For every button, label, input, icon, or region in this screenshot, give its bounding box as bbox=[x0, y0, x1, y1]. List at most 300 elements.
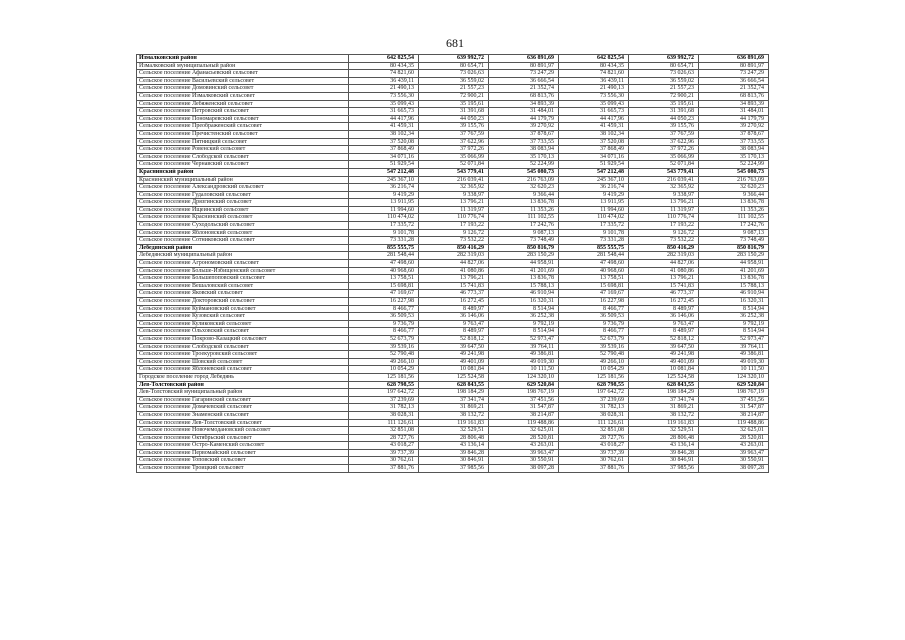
value-cell: 198 184,29 bbox=[629, 389, 699, 397]
value-cell: 41 459,31 bbox=[349, 123, 419, 131]
table-row bbox=[137, 465, 769, 473]
table-row bbox=[137, 214, 769, 222]
value-cell: 39 539,16 bbox=[559, 343, 629, 351]
value-cell: 38 132,72 bbox=[419, 411, 489, 419]
table-row bbox=[137, 77, 769, 85]
table-row bbox=[137, 434, 769, 442]
value-cell: 31 665,73 bbox=[349, 108, 419, 116]
value-cell: 30 762,61 bbox=[349, 457, 419, 465]
value-cell: 49 401,09 bbox=[419, 358, 489, 366]
value-cell: 28 727,76 bbox=[349, 434, 419, 442]
value-cell: 32 529,51 bbox=[629, 427, 699, 435]
value-cell: 37 985,56 bbox=[419, 465, 489, 473]
value-cell: 8 466,77 bbox=[559, 305, 629, 313]
table-row bbox=[137, 100, 769, 108]
row-name-cell: Сельское поселение Краснинский сельсовет bbox=[137, 214, 349, 222]
value-cell: 32 625,01 bbox=[699, 427, 769, 435]
row-name-cell: Сельское поселение Яблоневский сельсовет bbox=[137, 366, 349, 374]
row-name-cell: Сельское поселение Преображенский сельсовет bbox=[137, 123, 349, 131]
value-cell: 119 161,83 bbox=[419, 419, 489, 427]
value-cell: 197 642,72 bbox=[349, 389, 419, 397]
value-cell: 49 019,30 bbox=[699, 358, 769, 366]
value-cell: 10 081,84 bbox=[629, 366, 699, 374]
value-cell: 43 018,27 bbox=[559, 442, 629, 450]
value-cell: 44 958,91 bbox=[699, 260, 769, 268]
table-row bbox=[137, 108, 769, 116]
value-cell: 636 891,69 bbox=[489, 55, 559, 63]
value-cell: 9 419,29 bbox=[559, 191, 629, 199]
value-cell: 628 843,55 bbox=[419, 381, 489, 389]
value-cell: 43 263,01 bbox=[489, 442, 559, 450]
table-row bbox=[137, 229, 769, 237]
row-name-cell: Сельское поселение Яблоновский сельсовет bbox=[137, 229, 349, 237]
row-name-cell: Сельское поселение Пятницкий сельсовет bbox=[137, 138, 349, 146]
row-name-cell: Сельское поселение Куймановский сельсовет bbox=[137, 305, 349, 313]
table-row bbox=[137, 222, 769, 230]
table-row bbox=[137, 343, 769, 351]
value-cell: 74 821,60 bbox=[559, 70, 629, 78]
value-cell: 9 736,79 bbox=[349, 320, 419, 328]
value-cell: 37 341,74 bbox=[629, 396, 699, 404]
value-cell: 49 401,09 bbox=[629, 358, 699, 366]
value-cell: 32 365,92 bbox=[629, 184, 699, 192]
value-cell: 11 353,26 bbox=[699, 206, 769, 214]
value-cell: 39 155,76 bbox=[629, 123, 699, 131]
value-cell: 36 559,02 bbox=[629, 77, 699, 85]
value-cell: 21 490,13 bbox=[559, 85, 629, 93]
row-name-cell: Сельское поселение Троекуровский сельсовет bbox=[137, 351, 349, 359]
value-cell: 35 099,43 bbox=[559, 100, 629, 108]
table-row bbox=[137, 298, 769, 306]
row-name-cell: Сельское поселение Вешаловский сельсовет bbox=[137, 282, 349, 290]
value-cell: 37 520,08 bbox=[349, 138, 419, 146]
row-name-cell: Сельское поселение Остро-Каменский сельсовет bbox=[137, 442, 349, 450]
value-cell: 46 773,37 bbox=[629, 290, 699, 298]
value-cell: 37 881,76 bbox=[559, 465, 629, 473]
value-cell: 31 391,68 bbox=[629, 108, 699, 116]
value-cell: 21 490,13 bbox=[349, 85, 419, 93]
table-row bbox=[137, 191, 769, 199]
row-name-cell: Сельское поселение Лебяженский сельсовет bbox=[137, 100, 349, 108]
row-name-cell: Сельское поселение Ровенский сельсовет bbox=[137, 146, 349, 154]
value-cell: 545 080,73 bbox=[699, 168, 769, 176]
value-cell: 34 071,16 bbox=[349, 153, 419, 161]
value-cell: 11 353,26 bbox=[489, 206, 559, 214]
value-cell: 9 792,19 bbox=[489, 320, 559, 328]
value-cell: 52 818,12 bbox=[419, 335, 489, 343]
value-cell: 49 019,30 bbox=[489, 358, 559, 366]
value-cell: 37 868,49 bbox=[559, 146, 629, 154]
value-cell: 31 484,01 bbox=[489, 108, 559, 116]
value-cell: 13 796,21 bbox=[419, 275, 489, 283]
value-cell: 37 451,56 bbox=[699, 396, 769, 404]
value-cell: 8 466,77 bbox=[559, 328, 629, 336]
value-cell: 124 320,10 bbox=[699, 373, 769, 381]
value-cell: 8 514,94 bbox=[489, 328, 559, 336]
value-cell: 35 170,13 bbox=[489, 153, 559, 161]
value-cell: 41 080,86 bbox=[629, 267, 699, 275]
value-cell: 16 272,45 bbox=[629, 298, 699, 306]
value-cell: 35 195,61 bbox=[419, 100, 489, 108]
row-name-cell: Сельское поселение Яковский сельсовет bbox=[137, 290, 349, 298]
value-cell: 36 559,02 bbox=[419, 77, 489, 85]
row-name-cell: Сельское поселение Чернавский сельсовет bbox=[137, 161, 349, 169]
value-cell: 36 252,38 bbox=[489, 313, 559, 321]
value-cell: 38 083,94 bbox=[699, 146, 769, 154]
value-cell: 44 179,79 bbox=[489, 115, 559, 123]
table-row bbox=[137, 123, 769, 131]
value-cell: 13 911,95 bbox=[559, 199, 629, 207]
value-cell: 8 489,97 bbox=[629, 328, 699, 336]
value-cell: 32 620,23 bbox=[699, 184, 769, 192]
value-cell: 9 126,72 bbox=[629, 229, 699, 237]
row-name-cell: Сельское поселение Гагаринский сельсовет bbox=[137, 396, 349, 404]
value-cell: 39 737,39 bbox=[559, 449, 629, 457]
district-total-row bbox=[137, 244, 769, 252]
table-row bbox=[137, 366, 769, 374]
table-row bbox=[137, 70, 769, 78]
row-name-cell: Сельское поселение Куликовский сельсовет bbox=[137, 320, 349, 328]
value-cell: 37 622,96 bbox=[419, 138, 489, 146]
value-cell: 51 929,54 bbox=[559, 161, 629, 169]
value-cell: 74 821,60 bbox=[349, 70, 419, 78]
value-cell: 39 846,28 bbox=[419, 449, 489, 457]
value-cell: 39 737,39 bbox=[349, 449, 419, 457]
table-row bbox=[137, 260, 769, 268]
value-cell: 13 796,21 bbox=[419, 199, 489, 207]
value-cell: 31 391,68 bbox=[419, 108, 489, 116]
table-row bbox=[137, 267, 769, 275]
row-name-cell: Лебедянский муниципальный район bbox=[137, 252, 349, 260]
table-row bbox=[137, 328, 769, 336]
table-row bbox=[137, 275, 769, 283]
value-cell: 30 550,91 bbox=[489, 457, 559, 465]
value-cell: 17 242,76 bbox=[699, 222, 769, 230]
row-name-cell: Сельское поселение Александровский сельсовет bbox=[137, 184, 349, 192]
value-cell: 43 018,27 bbox=[349, 442, 419, 450]
value-cell: 68 813,76 bbox=[489, 92, 559, 100]
value-cell: 16 320,31 bbox=[699, 298, 769, 306]
table-body bbox=[137, 55, 769, 473]
value-cell: 850 416,29 bbox=[419, 244, 489, 252]
value-cell: 43 136,14 bbox=[629, 442, 699, 450]
value-cell: 125 181,56 bbox=[349, 373, 419, 381]
value-cell: 43 136,14 bbox=[419, 442, 489, 450]
value-cell: 37 878,67 bbox=[699, 130, 769, 138]
value-cell: 216 039,41 bbox=[419, 176, 489, 184]
value-cell: 543 779,41 bbox=[419, 168, 489, 176]
table-row bbox=[137, 351, 769, 359]
value-cell: 628 798,55 bbox=[349, 381, 419, 389]
page-number: 681 bbox=[446, 36, 464, 50]
value-cell: 36 439,11 bbox=[559, 77, 629, 85]
value-cell: 80 654,71 bbox=[419, 62, 489, 70]
value-cell: 198 767,19 bbox=[489, 389, 559, 397]
value-cell: 80 434,35 bbox=[559, 62, 629, 70]
value-cell: 8 489,97 bbox=[419, 328, 489, 336]
row-name-cell: Лев-Толстовский муниципальный район bbox=[137, 389, 349, 397]
value-cell: 37 868,49 bbox=[349, 146, 419, 154]
row-name-cell: Сельское поселение Домачевский сельсовет bbox=[137, 404, 349, 412]
row-name-cell: Сельское поселение Больше-Избищенский сельсовет bbox=[137, 267, 349, 275]
row-name-cell: Сельское поселение Большепоповский сельсовет bbox=[137, 275, 349, 283]
value-cell: 35 099,43 bbox=[349, 100, 419, 108]
value-cell: 15 788,13 bbox=[699, 282, 769, 290]
value-cell: 8 514,94 bbox=[489, 305, 559, 313]
row-name-cell: Сельское поселение Пономаревский сельсовет bbox=[137, 115, 349, 123]
value-cell: 15 698,81 bbox=[559, 282, 629, 290]
row-name-cell: Сельское поселение Кузовский сельсовет bbox=[137, 313, 349, 321]
value-cell: 283 150,29 bbox=[699, 252, 769, 260]
value-cell: 52 071,84 bbox=[419, 161, 489, 169]
value-cell: 73 748,49 bbox=[699, 237, 769, 245]
value-cell: 111 126,61 bbox=[349, 419, 419, 427]
value-cell: 52 673,79 bbox=[349, 335, 419, 343]
value-cell: 850 816,79 bbox=[699, 244, 769, 252]
value-cell: 31 665,73 bbox=[559, 108, 629, 116]
value-cell: 32 851,08 bbox=[349, 427, 419, 435]
value-cell: 43 263,01 bbox=[699, 442, 769, 450]
value-cell: 13 836,78 bbox=[489, 199, 559, 207]
value-cell: 47 169,67 bbox=[349, 290, 419, 298]
value-cell: 9 736,79 bbox=[559, 320, 629, 328]
table-row bbox=[137, 184, 769, 192]
value-cell: 32 365,92 bbox=[419, 184, 489, 192]
value-cell: 628 798,55 bbox=[559, 381, 629, 389]
value-cell: 9 763,47 bbox=[629, 320, 699, 328]
value-cell: 282 319,03 bbox=[629, 252, 699, 260]
value-cell: 52 224,99 bbox=[489, 161, 559, 169]
value-cell: 35 066,99 bbox=[419, 153, 489, 161]
value-cell: 636 891,69 bbox=[699, 55, 769, 63]
value-cell: 38 102,34 bbox=[349, 130, 419, 138]
value-cell: 17 335,72 bbox=[349, 222, 419, 230]
value-cell: 13 758,51 bbox=[559, 275, 629, 283]
row-name-cell: Сельское поселение Дрязгинский сельсовет bbox=[137, 199, 349, 207]
value-cell: 125 524,58 bbox=[419, 373, 489, 381]
value-cell: 49 241,98 bbox=[629, 351, 699, 359]
district-total-row bbox=[137, 168, 769, 176]
row-name-cell: Краснинский район bbox=[137, 168, 349, 176]
value-cell: 52 973,47 bbox=[699, 335, 769, 343]
value-cell: 49 386,81 bbox=[489, 351, 559, 359]
value-cell: 46 773,37 bbox=[419, 290, 489, 298]
value-cell: 15 788,13 bbox=[489, 282, 559, 290]
value-cell: 9 087,13 bbox=[489, 229, 559, 237]
value-cell: 119 488,86 bbox=[699, 419, 769, 427]
table-row bbox=[137, 138, 769, 146]
value-cell: 281 548,44 bbox=[559, 252, 629, 260]
row-name-cell: Сельское поселение Петровский сельсовет bbox=[137, 108, 349, 116]
value-cell: 9 101,78 bbox=[349, 229, 419, 237]
value-cell: 216 763,09 bbox=[489, 176, 559, 184]
value-cell: 39 647,50 bbox=[419, 343, 489, 351]
value-cell: 547 212,48 bbox=[349, 168, 419, 176]
value-cell: 11 994,60 bbox=[349, 206, 419, 214]
value-cell: 10 111,50 bbox=[489, 366, 559, 374]
row-name-cell: Сельское поселение Знаменский сельсовет bbox=[137, 411, 349, 419]
value-cell: 28 520,81 bbox=[489, 434, 559, 442]
value-cell: 38 214,87 bbox=[489, 411, 559, 419]
value-cell: 36 252,38 bbox=[699, 313, 769, 321]
value-cell: 37 878,67 bbox=[489, 130, 559, 138]
value-cell: 40 968,60 bbox=[349, 267, 419, 275]
value-cell: 46 910,94 bbox=[489, 290, 559, 298]
table-row bbox=[137, 335, 769, 343]
value-cell: 31 547,87 bbox=[489, 404, 559, 412]
value-cell: 39 963,47 bbox=[699, 449, 769, 457]
value-cell: 283 150,29 bbox=[489, 252, 559, 260]
value-cell: 642 825,54 bbox=[349, 55, 419, 63]
value-cell: 47 498,60 bbox=[349, 260, 419, 268]
value-cell: 629 520,84 bbox=[699, 381, 769, 389]
value-cell: 30 550,91 bbox=[699, 457, 769, 465]
value-cell: 52 224,99 bbox=[699, 161, 769, 169]
value-cell: 245 367,10 bbox=[349, 176, 419, 184]
value-cell: 44 958,91 bbox=[489, 260, 559, 268]
value-cell: 628 843,55 bbox=[629, 381, 699, 389]
value-cell: 16 227,98 bbox=[559, 298, 629, 306]
table-row bbox=[137, 252, 769, 260]
table-row bbox=[137, 115, 769, 123]
table-row bbox=[137, 282, 769, 290]
value-cell: 110 474,02 bbox=[559, 214, 629, 222]
value-cell: 36 439,11 bbox=[349, 77, 419, 85]
value-cell: 31 547,87 bbox=[699, 404, 769, 412]
value-cell: 37 733,55 bbox=[489, 138, 559, 146]
value-cell: 11 319,97 bbox=[419, 206, 489, 214]
value-cell: 125 524,58 bbox=[629, 373, 699, 381]
value-cell: 13 796,21 bbox=[629, 275, 699, 283]
value-cell: 37 451,56 bbox=[489, 396, 559, 404]
value-cell: 39 270,92 bbox=[699, 123, 769, 131]
value-cell: 37 972,26 bbox=[419, 146, 489, 154]
value-cell: 9 126,72 bbox=[419, 229, 489, 237]
value-cell: 38 028,31 bbox=[349, 411, 419, 419]
value-cell: 37 520,08 bbox=[559, 138, 629, 146]
table-row bbox=[137, 320, 769, 328]
value-cell: 40 968,60 bbox=[559, 267, 629, 275]
value-cell: 13 836,78 bbox=[699, 199, 769, 207]
value-cell: 28 520,81 bbox=[699, 434, 769, 442]
row-name-cell: Сельское поселение Ищеинский сельсовет bbox=[137, 206, 349, 214]
value-cell: 13 911,95 bbox=[349, 199, 419, 207]
value-cell: 32 625,01 bbox=[489, 427, 559, 435]
value-cell: 119 161,83 bbox=[629, 419, 699, 427]
value-cell: 38 083,94 bbox=[489, 146, 559, 154]
value-cell: 38 102,34 bbox=[559, 130, 629, 138]
value-cell: 9 366,44 bbox=[489, 191, 559, 199]
value-cell: 39 155,76 bbox=[419, 123, 489, 131]
value-cell: 73 247,29 bbox=[699, 70, 769, 78]
row-name-cell: Краснинский муниципальный район bbox=[137, 176, 349, 184]
value-cell: 31 869,21 bbox=[629, 404, 699, 412]
value-cell: 36 509,53 bbox=[349, 313, 419, 321]
value-cell: 111 126,61 bbox=[559, 419, 629, 427]
value-cell: 80 434,35 bbox=[349, 62, 419, 70]
row-name-cell: Сельское поселение Измалковский сельсовет bbox=[137, 92, 349, 100]
value-cell: 9 366,44 bbox=[699, 191, 769, 199]
value-cell: 642 825,54 bbox=[559, 55, 629, 63]
value-cell: 46 910,94 bbox=[699, 290, 769, 298]
value-cell: 10 081,84 bbox=[419, 366, 489, 374]
row-name-cell: Сельское поселение Ольховский сельсовет bbox=[137, 328, 349, 336]
table-row bbox=[137, 85, 769, 93]
row-name-cell: Сельское поселение Слободской сельсовет bbox=[137, 153, 349, 161]
value-cell: 39 764,11 bbox=[699, 343, 769, 351]
value-cell: 36 216,74 bbox=[349, 184, 419, 192]
value-cell: 9 792,19 bbox=[699, 320, 769, 328]
value-cell: 110 776,74 bbox=[419, 214, 489, 222]
value-cell: 36 146,06 bbox=[629, 313, 699, 321]
table-row bbox=[137, 358, 769, 366]
value-cell: 28 806,48 bbox=[629, 434, 699, 442]
value-cell: 72 900,21 bbox=[629, 92, 699, 100]
value-cell: 52 673,79 bbox=[559, 335, 629, 343]
row-name-cell: Сельское поселение Агрономовский сельсовет bbox=[137, 260, 349, 268]
value-cell: 21 557,23 bbox=[419, 85, 489, 93]
row-name-cell: Сельское поселение Октябрьский сельсовет bbox=[137, 434, 349, 442]
table-row bbox=[137, 411, 769, 419]
value-cell: 8 489,97 bbox=[419, 305, 489, 313]
row-name-cell: Сельское поселение Афанасьевский сельсовет bbox=[137, 70, 349, 78]
table-row bbox=[137, 290, 769, 298]
value-cell: 44 050,23 bbox=[419, 115, 489, 123]
value-cell: 547 212,48 bbox=[559, 168, 629, 176]
value-cell: 30 846,91 bbox=[629, 457, 699, 465]
value-cell: 41 080,86 bbox=[419, 267, 489, 275]
value-cell: 44 417,96 bbox=[349, 115, 419, 123]
value-cell: 15 698,81 bbox=[349, 282, 419, 290]
value-cell: 52 973,47 bbox=[489, 335, 559, 343]
value-cell: 39 963,47 bbox=[489, 449, 559, 457]
value-cell: 10 054,29 bbox=[349, 366, 419, 374]
value-cell: 111 102,55 bbox=[489, 214, 559, 222]
value-cell: 543 779,41 bbox=[629, 168, 699, 176]
value-cell: 49 266,10 bbox=[349, 358, 419, 366]
table-row bbox=[137, 206, 769, 214]
value-cell: 37 239,69 bbox=[349, 396, 419, 404]
value-cell: 68 813,76 bbox=[699, 92, 769, 100]
row-name-cell: Сельское поселение Лев-Толстовский сельсовет bbox=[137, 419, 349, 427]
value-cell: 44 050,23 bbox=[629, 115, 699, 123]
value-cell: 855 555,75 bbox=[349, 244, 419, 252]
value-cell: 10 054,29 bbox=[559, 366, 629, 374]
row-name-cell: Измалковский район bbox=[137, 55, 349, 63]
table-row bbox=[137, 442, 769, 450]
value-cell: 9 338,97 bbox=[629, 191, 699, 199]
row-name-cell: Лев-Толстовский район bbox=[137, 381, 349, 389]
value-cell: 282 319,03 bbox=[419, 252, 489, 260]
value-cell: 13 836,78 bbox=[489, 275, 559, 283]
row-name-cell: Сельское поселение Сотниковский сельсовет bbox=[137, 237, 349, 245]
value-cell: 52 818,12 bbox=[629, 335, 699, 343]
value-cell: 16 227,98 bbox=[349, 298, 419, 306]
table-row bbox=[137, 92, 769, 100]
value-cell: 39 270,92 bbox=[489, 123, 559, 131]
value-cell: 49 241,98 bbox=[419, 351, 489, 359]
table-row bbox=[137, 237, 769, 245]
value-cell: 73 247,29 bbox=[489, 70, 559, 78]
value-cell: 8 514,94 bbox=[699, 328, 769, 336]
value-cell: 9 101,78 bbox=[559, 229, 629, 237]
table-row bbox=[137, 153, 769, 161]
value-cell: 35 170,13 bbox=[699, 153, 769, 161]
value-cell: 28 806,48 bbox=[419, 434, 489, 442]
value-cell: 8 466,77 bbox=[349, 328, 419, 336]
value-cell: 49 386,81 bbox=[699, 351, 769, 359]
value-cell: 39 539,16 bbox=[349, 343, 419, 351]
